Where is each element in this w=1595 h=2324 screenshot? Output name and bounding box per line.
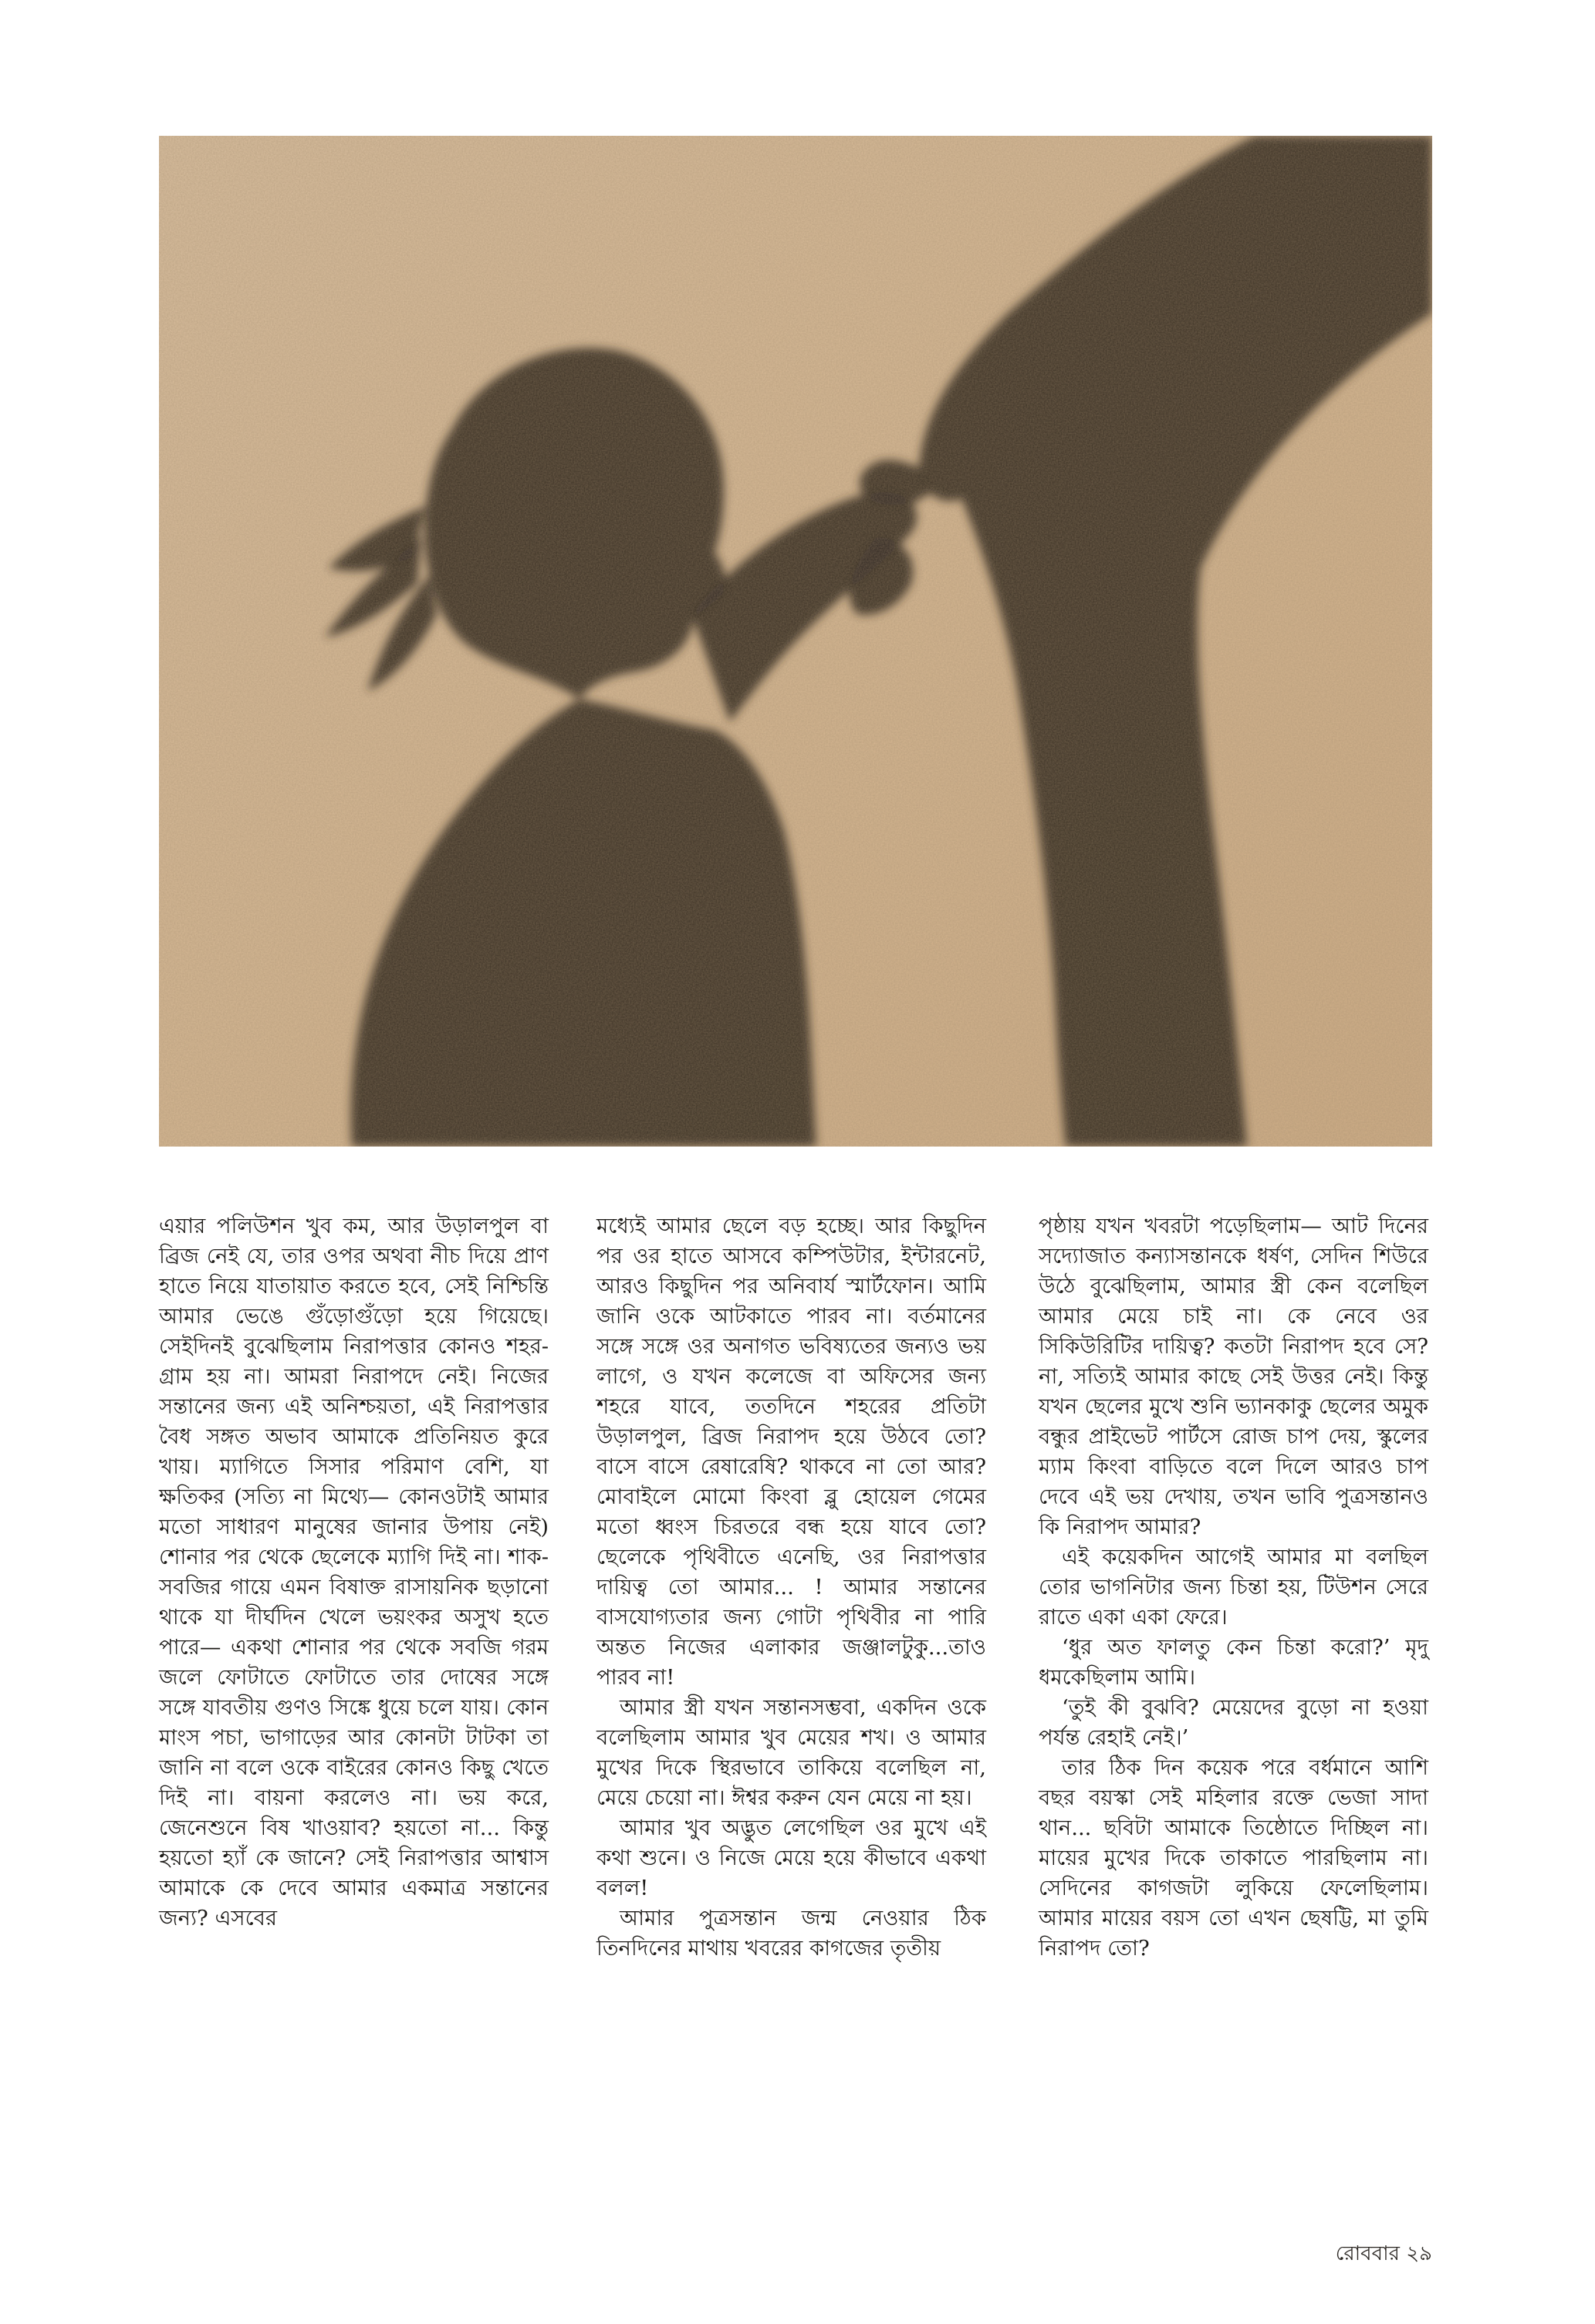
paragraph: আমার স্ত্রী যখন সন্তানসম্ভবা, একদিন ওকে বলেছিলাম আমার খুব মেয়ের শখ। ও আমার মুখের দিকে স্থিরভাবে তাকিয়ে বলেছিল না, মেয়ে চেয়ো না। ঈশ্বর করুন যেন মেয়ে না হয়। bbox=[596, 1695, 986, 1810]
paragraph: ‘ধুর অত ফালতু কেন চিন্তা করো?’ মৃদু ধমকেছিলাম আমি। bbox=[1039, 1635, 1428, 1690]
page-footer: রোববার ২৯ bbox=[1335, 2242, 1432, 2265]
paragraph: এয়ার পলিউশন খুব কম, আর উড়ালপুল বা ব্রিজ নেই যে, তার ওপর অথবা নীচ দিয়ে প্রাণ হাতে নিয়ে যাতায়াত করতে হবে, সেই নিশ্চিন্তি আমার ভেঙে গুঁড়োগুঁড়ো হয়ে গিয়েছে। সেইদিনই বুঝেছিলাম নিরাপত্তার কোনও শহর-গ্রাম হয় না। আমরা নিরাপদে নেই। নিজের সন্তানের জন্য এই অনিশ্চয়তা, এই নিরাপত্তার বৈধ সঙ্গত অভাব আমাকে প্রতিনিয়ত কুরে খায়। ম্যাগিতে সিসার পরিমাণ বেশি, যা ক্ষতিকর (সত্যি না মিথ্যে— কোনওটাই আমার মতো সাধারণ মানুষের জানার উপায় নেই) শোনার পর থেকে ছেলেকে ম্যাগি দিই না। শাক-সবজির গায়ে এমন বিষাক্ত রাসায়নিক ছড়ানো থাকে যা দীর্ঘদিন খেলে ভয়ংকর অসুখ হতে পারে— একথা শোনার পর থেকে সবজি গরম জলে ফোটাতে ফোটাতে তার দোষের সঙ্গে সঙ্গে যাবতীয় গুণও সিঙ্কে ধুয়ে চলে যায়। কোন মাংস পচা, ভাগাড়ের আর কোনটা টাটকা তা জানি না বলে ওকে বাইরের কোনও কিছু খেতে দিই না। বায়না করলেও না। ভয় করে, জেনেশুনে বিষ খাওয়াব? হয়তো না... কিন্তু হয়তো হ্যাঁ কে জানে? সেই নিরাপত্তার আশ্বাস আমাকে কে দেবে আমার একমাত্র সন্তানের জন্য? এসবের bbox=[159, 1214, 549, 1930]
article-body bbox=[159, 1211, 1432, 2176]
paragraph: তার ঠিক দিন কয়েক পরে বর্ধমানে আশি বছর বয়স্কা সেই মহিলার রক্তে ভেজা সাদা থান... ছবিটা আমাকে তিষ্ঠোতে দিচ্ছিল না। মায়ের মুখের দিকে তাকাতে পারছিলাম না। সেদিনের কাগজটা লুকিয়ে ফেলেছিলাম। আমার মায়ের বয়স তো এখন ছেষট্টি, মা তুমি নিরাপদ তো? bbox=[1039, 1755, 1428, 1961]
paragraph: এই কয়েকদিন আগেই আমার মা বলছিল তোর ভাগনিটার জন্য চিন্তা হয়, টিউশন সেরে রাতে একা একা ফেরে। bbox=[1039, 1545, 1428, 1630]
paragraph: ‘তুই কী বুঝবি? মেয়েদের বুড়ো না হওয়া পর্যন্ত রেহাই নেই।’ bbox=[1039, 1695, 1428, 1750]
text-column-1 bbox=[159, 1211, 549, 1934]
paragraph: আমার পুত্রসন্তান জন্ম নেওয়ার ঠিক তিনদিনের মাথায় খবরের কাগজের তৃতীয় bbox=[596, 1906, 986, 1961]
paragraph: পৃষ্ঠায় যখন খবরটা পড়েছিলাম— আট দিনের সদ্যোজাত কন্যাসন্তানকে ধর্ষণ, সেদিন শিউরে উঠে বুঝেছিলাম, আমার স্ত্রী কেন বলেছিল আমার মেয়ে চাই না। কে নেবে ওর সিকিউরিটির দায়িত্ব? কতটা নিরাপদ হবে সে? না, সত্যিই আমার কাছে সেই উত্তর নেই। কিন্তু যখন ছেলের মুখে শুনি ভ্যানকাকু ছেলের অমুক বন্ধুর প্রাইভেট পার্টসে রোজ চাপ দেয়, স্কুলের ম্যাম কিংবা বাড়িতে বলে দিলে আরও চাপ দেবে এই ভয় দেখায়, তখন ভাবি পুত্রসন্তানও কি নিরাপদ আমার? bbox=[1039, 1214, 1428, 1539]
article-photo bbox=[159, 136, 1432, 1147]
text-column-3 bbox=[1039, 1211, 1428, 1964]
paragraph: আমার খুব অদ্ভুত লেগেছিল ওর মুখে এই কথা শুনে। ও নিজে মেয়ে হয়ে কীভাবে একথা বলল! bbox=[596, 1816, 986, 1900]
text-column-2 bbox=[596, 1211, 986, 1964]
paragraph: মধ্যেই আমার ছেলে বড় হচ্ছে। আর কিছুদিন পর ওর হাতে আসবে কম্পিউটার, ইন্টারনেট, আরও কিছুদিন পর অনিবার্য স্মার্টফোন। আমি জানি ওকে আটকাতে পারব না। বর্তমানের সঙ্গে সঙ্গে ওর অনাগত ভবিষ্যতের জন্যও ভয় লাগে, ও যখন কলেজে বা অফিসের জন্য শহরে যাবে, ততদিনে শহরের প্রতিটা উড়ালপুল, ব্রিজ নিরাপদ হয়ে উঠবে তো? বাসে বাসে রেষারেষি? থাকবে না তো আর? মোবাইলে মোমো কিংবা ব্লু হোয়েল গেমের মতো ধ্বংস চিরতরে বন্ধ হয়ে যাবে তো? ছেলেকে পৃথিবীতে এনেছি, ওর নিরাপত্তার দায়িত্ব তো আমার... ! আমার সন্তানের বাসযোগ্যতার জন্য গোটা পৃথিবীর না পারি অন্তত নিজের এলাকার জঞ্জালটুকু...তাও পারব না! bbox=[596, 1214, 986, 1690]
